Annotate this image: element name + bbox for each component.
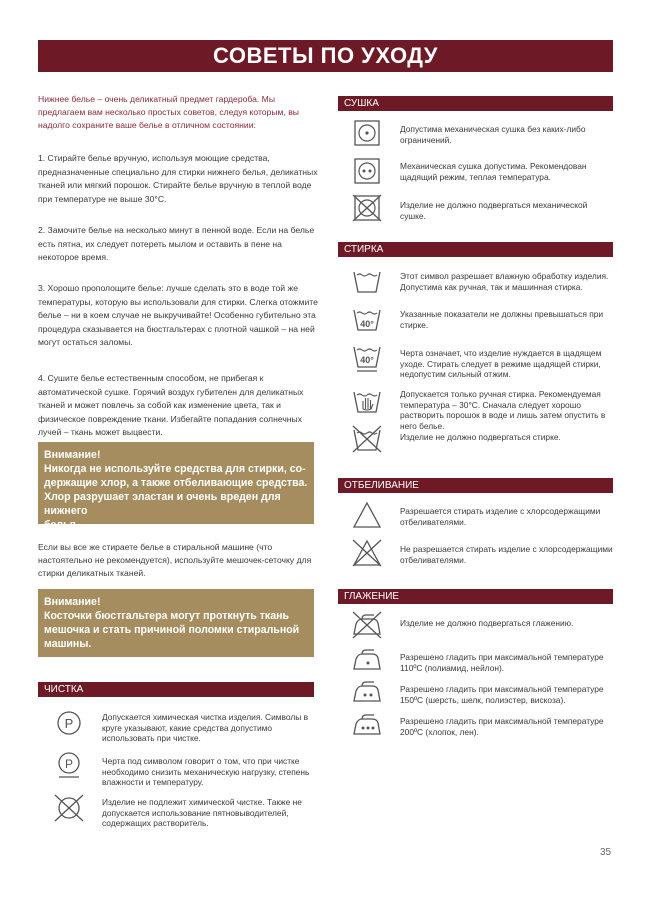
washing-desc-1: Этот символ разрешает влажную обработку изделия. Допустима как ручная, так и машинная стирка. (400, 271, 609, 292)
section-header-bleaching: ОТБЕЛИВАНИЕ (338, 478, 613, 493)
warning-line: Хлор разрушает эластан и очень вреден для нижнего (44, 491, 281, 517)
wash-temp-label: 40° (360, 319, 374, 329)
bleaching-desc-1: Разрешается стирать изделие с хлорсодержащими отбеливателями. (400, 506, 601, 527)
no-wash-icon (350, 424, 384, 454)
wash-40-icon (350, 304, 384, 334)
wash-icon (350, 266, 384, 296)
warning-line: машины. (44, 638, 92, 650)
iron-low-icon (350, 645, 384, 675)
warning-line: мешочка и стать причиной поломки стиральной (44, 624, 300, 636)
washing-desc-3: Черта означает, что изделие нуждается в щадящем уходе. Стирать следует в режиме щадящей стирки, недопустим сильный отжим. (400, 348, 602, 379)
no-tumble-dry-icon (350, 193, 384, 223)
wash-40-gentle-icon (350, 343, 384, 373)
intro-text: Нижнее белье – очень деликатный предмет гардероба. Мы предлагаем вам несколько простых советов, следуя которым, вы надолго сохраните ваше белье в отличном состоянии: (38, 94, 299, 130)
cleaning-desc-1: Допускается химическая чистка изделия. Символы в круге указывают, какие средства допустимо использовать при чистке. (102, 712, 309, 743)
machine-wash-text: Если вы все же стираете белье в стиральной машине (что настоятельно не рекомендуется), используйте мешочек-сеточку для стирки деликатных тканей. (38, 542, 312, 578)
dry-clean-p-gentle-icon (52, 750, 86, 780)
no-iron-icon (350, 610, 384, 640)
step-3: 3. Хорошо прополощите белье: лучше сделать это в воде той же температуры, которую вы использовали для стирки. Слегка отожмите белье – ни в коем случае не выкручивайте! Особенно губительно эта процедура сказывается на бюстгальтерах с плотной чашкой – на ней могут остаться заломы. (38, 283, 318, 347)
no-dry-clean-icon (52, 793, 86, 823)
tumble-dry-icon (350, 118, 384, 148)
section-header-ironing: ГЛАЖЕНИЕ (338, 589, 613, 604)
warning-line: держащие хлор, а также отбеливающие средства. (44, 477, 308, 489)
drying-desc-3: Изделие не должно подвергаться механической сушке. (400, 200, 588, 221)
svg-text:P: P (64, 757, 74, 771)
drying-desc-1: Допустима механическая сушка без каких-либо ограничений. (400, 124, 586, 145)
ironing-desc-4: Разрешено гладить при максимальной температуре 200ºС (хлопок, лен). (400, 716, 604, 737)
tumble-dry-gentle-icon (350, 156, 384, 186)
hand-wash-icon (350, 386, 384, 416)
warning-line: Косточки бюстгальтера могут проткнуть ткань (44, 610, 290, 622)
iron-high-icon (350, 710, 384, 740)
page-number: 35 (600, 847, 612, 858)
iron-medium-icon (350, 677, 384, 707)
step-1: 1. Стирайте белье вручную, используя моющие средства, предназначенные специально для стирки нижнего белья, деликатных тканей или мягкий порошок. Стирайте белье вручную в теплой воде при температуре не выше 30°С. (38, 153, 318, 204)
ironing-desc-2: Разрешено гладить при максимальной температуре 110ºС (полиамид, нейлон). (400, 652, 604, 673)
warning-title: Внимание! (44, 449, 101, 461)
warning-line: Никогда не используйте средства для стирки, со- (44, 463, 306, 475)
page-title: СОВЕТЫ ПО УХОДУ (38, 40, 613, 72)
washing-desc-5: Изделие не должно подвергаться стирке. (400, 432, 561, 442)
svg-text:P: P (64, 716, 74, 731)
no-bleach-icon (350, 538, 384, 568)
section-header-cleaning: ЧИСТКА (38, 682, 314, 697)
bleach-icon (350, 500, 384, 530)
cleaning-desc-2: Черта под символом говорит о том, что при чистке необходимо снизить механическую нагрузку, степень влажности и температуру. (102, 756, 310, 787)
cleaning-desc-3: Изделие не подлежит химической чистке. Также не допускается использование пятновыводителей, содержащих растворитель. (102, 797, 302, 828)
step-2: 2. Замочите белье на несколько минут в пенной воде. Если на белье есть пятна, их следует потереть мылом и оставить в пене на некоторое время. (38, 225, 315, 262)
warning-box-chlorine (38, 442, 314, 531)
step-4: 4. Сушите белье естественным способом, не прибегая к автоматической сушке. Горячий воздух губителен для деликатных тканей и может повлечь за собой как изменение цвета, так и физическое повреждение ткани. Избегайте попадания солнечных лучей – ткань может выцвести. (38, 373, 304, 437)
warning-box-underwire (38, 589, 314, 657)
drying-desc-2: Механическая сушка допустима. Рекомендован щадящий режим, теплая температура. (400, 161, 587, 182)
warning-line: белья. (44, 519, 79, 531)
ironing-desc-1: Изделие не должно подвергаться глажению. (400, 618, 574, 628)
bleaching-desc-2: Не разрешается стирать изделие с хлорсодержащими отбеливателями. (400, 544, 613, 565)
washing-desc-2: Указанные показатели не должны превышаться при стирке. (400, 309, 604, 330)
section-header-drying: СУШКА (338, 96, 613, 111)
warning-title: Внимание! (44, 596, 101, 608)
dry-clean-p-icon (52, 708, 86, 738)
wash-temp-label: 40° (360, 355, 374, 365)
ironing-desc-3: Разрешено гладить при максимальной температуре 150ºС (шерсть, шелк, полиэстер, вискоза). (400, 684, 604, 705)
section-header-washing: СТИРКА (338, 242, 613, 257)
washing-desc-4: Допускается только ручная стирка. Рекомендуемая температура – 30°С. Сначала следует хорошо растворить порошок в воде и лишь затем опустить в него белье. (400, 389, 606, 431)
